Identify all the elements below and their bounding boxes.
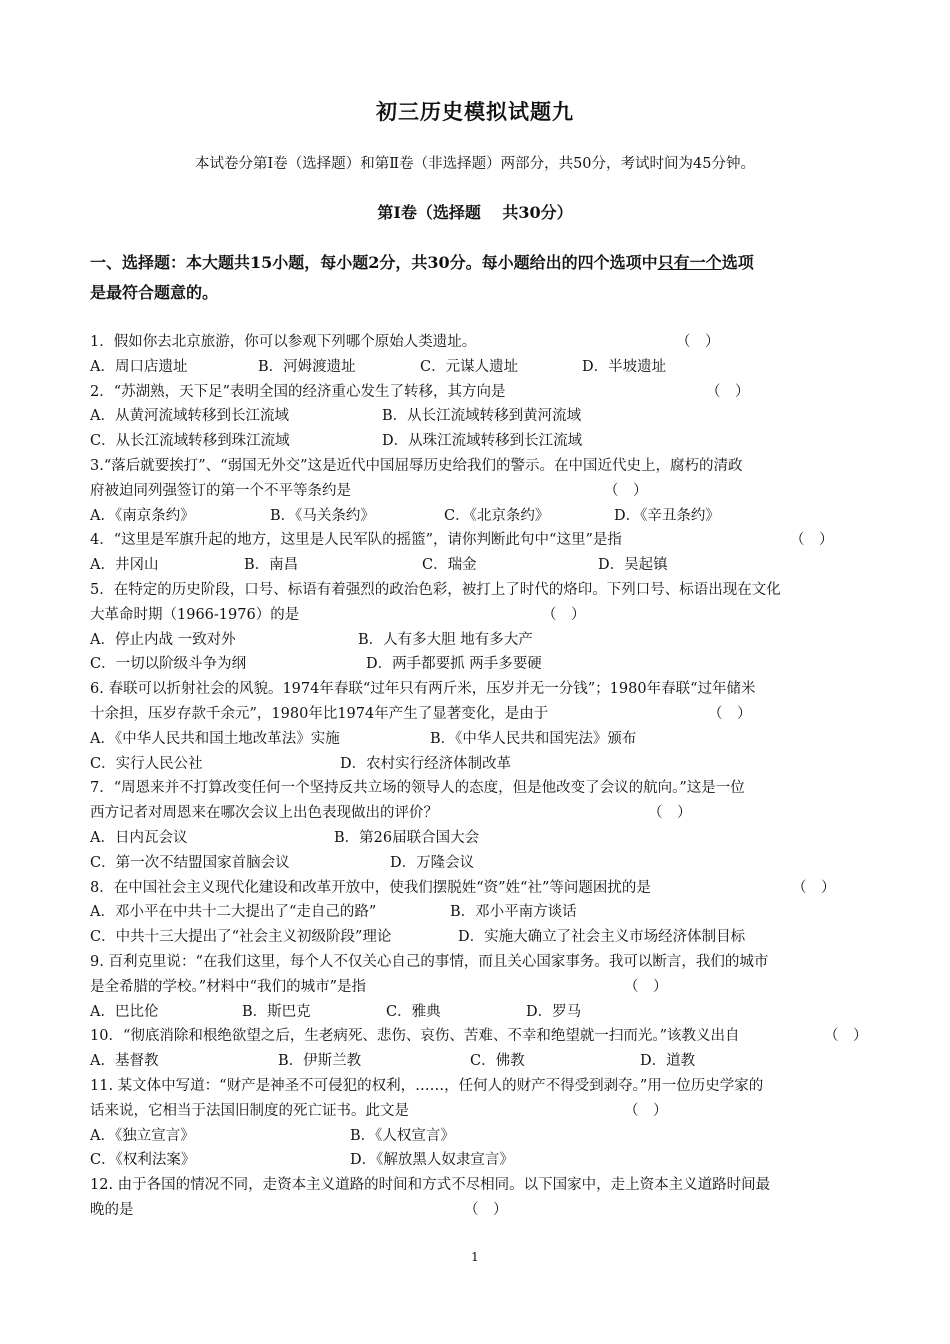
underlined-text: 只有一个 <box>657 253 722 272</box>
option-c: C．瑞金 <box>422 557 477 574</box>
option-d: D．农村实行经济体制改革 <box>340 755 512 772</box>
option-a: A．《独立宣言》 <box>90 1127 195 1144</box>
answer-bracket: （ ） <box>624 978 668 995</box>
page-number: 1 <box>471 1250 479 1264</box>
option-c: C．第一次不结盟国家首脑会议 <box>90 854 290 871</box>
section-instructions <box>90 248 862 308</box>
option-c: C．实行人民公社 <box>90 755 203 772</box>
question-11-options-cd <box>90 1148 862 1173</box>
option-d: D．从珠江流域转移到长江流域 <box>382 433 583 450</box>
question-3-options <box>90 504 862 529</box>
question-5-stem-1: 5．在特定的历史阶段，口号、标语有着强烈的政治色彩，被打上了时代的烙印。下列口号、标语出现在文化 <box>90 581 781 598</box>
option-a: A．停止内战 一致对外 <box>90 631 236 648</box>
option-c: C．元谋人遗址 <box>420 358 519 375</box>
option-b: B．《人权宣言》 <box>350 1127 455 1144</box>
question-6-stem-2: 十余担，压岁存款千余元”，1980年比1974年产生了显著变化，是由于 （ ） <box>90 702 862 727</box>
option-a: A．日内瓦会议 <box>90 829 188 846</box>
answer-bracket: （ ） <box>542 606 586 623</box>
option-b: B．第26届联合国大会 <box>334 829 480 846</box>
option-c: C．中共十三大提出了“社会主义初级阶段”理论 <box>90 929 392 946</box>
option-c: C．《权利法案》 <box>90 1152 196 1169</box>
section-line-2: 是最符合题意的。 <box>90 283 219 302</box>
question-3-stem-2: 府被迫同列强签订的第一个不平等条约是 （ ） <box>90 479 862 504</box>
option-b: B．邓小平南方谈话 <box>450 904 577 921</box>
option-d: D．《辛丑条约》 <box>614 507 720 524</box>
question-1-stem: 1．假如你去北京旅游，你可以参观下列哪个原始人类遗址。 （ ） <box>90 330 862 355</box>
question-7-options-cd <box>90 851 862 876</box>
question-6-options-ab <box>90 727 862 752</box>
question-11-options-ab <box>90 1124 862 1149</box>
option-b: B．南昌 <box>244 557 299 574</box>
question-12-stem-2: 晚的是 （ ） <box>90 1198 862 1223</box>
question-10-stem: 10．“彻底消除和根绝欲望之后，生老病死、悲伤、哀伤、苦难、不幸和绝望就一扫而光。”该教义出自 （ ） <box>90 1024 862 1049</box>
exam-intro: 本试卷分第Ⅰ卷（选择题）和第Ⅱ卷（非选择题）两部分，共50分，考试时间为45分钟。 <box>195 156 755 172</box>
answer-bracket: （ ） <box>792 879 836 896</box>
option-a: A．基督教 <box>90 1053 159 1070</box>
question-11-stem-2: 话来说，它相当于法国旧制度的死亡证书。此文是 （ ） <box>90 1099 862 1124</box>
option-a: A．从黄河流域转移到长江流域 <box>90 408 289 425</box>
option-b: B．伊斯兰教 <box>278 1053 362 1070</box>
question-10-options <box>90 1049 862 1074</box>
option-b: B．《中华人民共和国宪法》颁布 <box>430 730 637 747</box>
question-5-stem-2: 大革命时期（1966-1976）的是 （ ） <box>90 603 862 628</box>
answer-bracket: （ ） <box>604 482 648 499</box>
option-b: B．人有多大胆 地有多大产 <box>358 631 533 648</box>
option-d: D．罗马 <box>526 1003 582 1020</box>
option-b: B．从长江流域转移到黄河流域 <box>382 408 582 425</box>
question-2-stem: 2．“苏湖熟，天下足”表明全国的经济重心发生了转移，其方向是 （ ） <box>90 380 862 405</box>
option-d: D．道教 <box>640 1053 696 1070</box>
option-d: D．实施大确立了社会主义市场经济体制目标 <box>458 929 746 946</box>
question-4-stem: 4．“这里是军旗升起的地方，这里是人民军队的摇篮”，请你判断此句中“这里”是指 （ ） <box>90 528 862 553</box>
question-8-options-cd <box>90 925 862 950</box>
option-c: C．《北京条约》 <box>444 507 550 524</box>
option-a: A．井冈山 <box>90 557 159 574</box>
question-2-options-ab <box>90 404 862 429</box>
question-7-stem-1: 7．“周恩来并不打算改变任何一个坚持反共立场的领导人的态度，但是他改变了会议的航向。”这是一位 <box>90 780 745 797</box>
answer-bracket: （ ） <box>676 334 720 350</box>
question-list <box>90 330 868 1223</box>
option-b: B．斯巴克 <box>242 1003 311 1020</box>
option-b: B．《马关条约》 <box>270 507 375 524</box>
question-8-options-ab <box>90 900 862 925</box>
question-6-options-cd <box>90 752 862 777</box>
question-7-options-ab <box>90 826 862 851</box>
question-9-stem-2: 是全希腊的学校。”材料中“我们的城市”是指 （ ） <box>90 975 862 1000</box>
answer-bracket: （ ） <box>648 805 692 822</box>
option-b: B．河姆渡遗址 <box>258 358 356 375</box>
section-line-1: 一、选择题：本大题共15小题，每小题2分，共30分。每小题给出的四个选项中只有一个选项 <box>90 253 754 272</box>
option-a: A．周口店遗址 <box>90 358 188 375</box>
part-heading: 第Ⅰ卷（选择题 共30分） <box>377 203 573 222</box>
answer-bracket: （ ） <box>824 1028 868 1045</box>
option-d: D．吴起镇 <box>598 557 668 574</box>
question-9-options <box>90 1000 862 1025</box>
question-7-stem-2: 西方记者对周恩来在哪次会议上出色表现做出的评价？ （ ） <box>90 801 862 826</box>
question-2-options-cd <box>90 429 862 454</box>
option-c: C．佛教 <box>470 1053 525 1070</box>
question-11-stem-1: 11. 某文体中写道：“财产是神圣不可侵犯的权利，……，任何人的财产不得受到剥夺。”用一位历史学家的 <box>90 1077 764 1094</box>
question-9-stem-1: 9. 百利克里说：“在我们这里，每个人不仅关心自己的事情，而且关心国家事务。我可以断言，我们的城市 <box>90 953 769 970</box>
option-a: A．《南京条约》 <box>90 507 195 524</box>
option-c: C．一切以阶级斗争为纲 <box>90 656 247 673</box>
question-6-stem-1: 6. 春联可以折射社会的风貌。1974年春联“过年只有两斤米，压岁并无一分钱”；1980年春联“过年储米 <box>90 681 756 698</box>
question-1-options <box>90 355 862 380</box>
option-d: D．半坡遗址 <box>582 358 667 375</box>
question-3-stem-1: 3.“落后就要挨打”、“弱国无外交”这是近代中国屈辱历史给我们的警示。在中国近代史上，腐朽的清政 <box>90 457 743 474</box>
option-d: D．万隆会议 <box>390 854 475 871</box>
option-c: C．从长江流域转移到珠江流域 <box>90 433 290 450</box>
answer-bracket: （ ） <box>624 1102 668 1119</box>
question-5-options-cd <box>90 652 862 677</box>
answer-bracket: （ ） <box>706 383 750 400</box>
exam-title: 初三历史模拟试题九 <box>376 99 574 124</box>
question-4-options <box>90 553 862 578</box>
option-a: A．邓小平在中共十二大提出了“走自己的路” <box>90 904 377 921</box>
question-12-stem-1: 12. 由于各国的情况不同，走资本主义道路的时间和方式不尽相同。以下国家中，走上资本主义道路时间最 <box>90 1177 771 1194</box>
option-c: C．雅典 <box>386 1003 441 1020</box>
option-a: A．《中华人民共和国土地改革法》实施 <box>90 730 340 747</box>
option-a: A．巴比伦 <box>90 1003 159 1020</box>
question-8-stem: 8．在中国社会主义现代化建设和改革开放中，使我们摆脱姓“资”姓“社”等问题困扰的是 （ ） <box>90 876 862 901</box>
option-d: D．《解放黑人奴隶宣言》 <box>350 1152 514 1169</box>
answer-bracket: （ ） <box>464 1201 508 1218</box>
option-d: D．两手都要抓 两手多要硬 <box>366 656 542 673</box>
question-5-options-ab <box>90 628 862 653</box>
answer-bracket: （ ） <box>790 532 834 549</box>
answer-bracket: （ ） <box>708 705 752 722</box>
